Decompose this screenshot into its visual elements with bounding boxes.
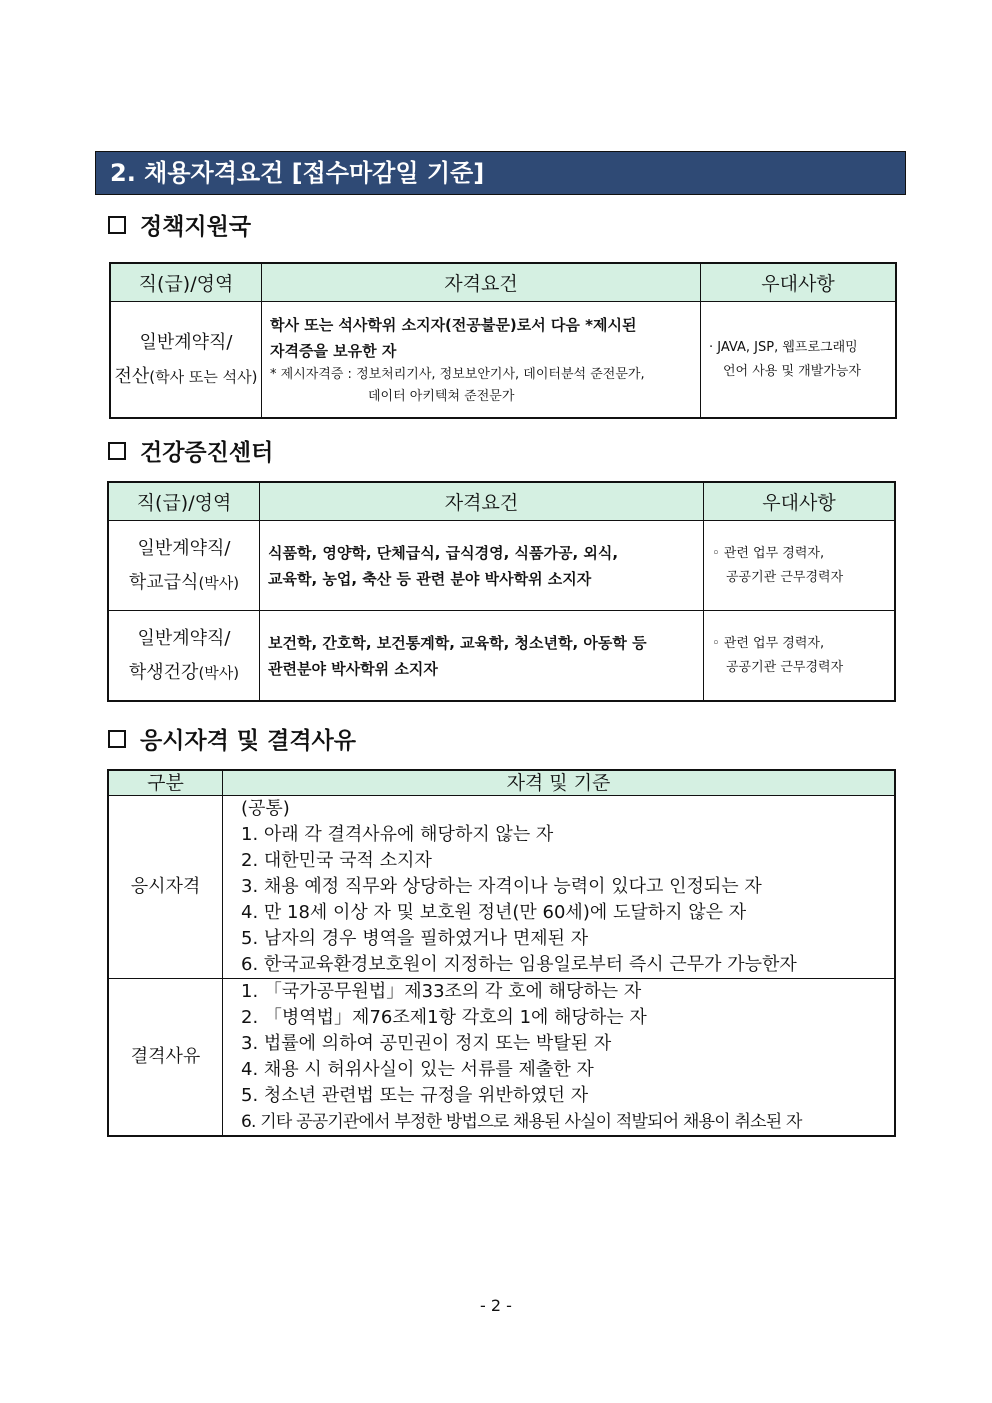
criteria-line: 3. 채용 예정 직무와 상당하는 자격이나 능력이 있다고 인정되는 자	[241, 876, 762, 897]
table-row	[109, 796, 895, 979]
category-line: 일반계약직/	[139, 331, 233, 353]
checkbox-square-icon	[108, 730, 126, 748]
category-line	[109, 656, 259, 690]
preference-line: ◦ 관련 업무 경력자,	[712, 635, 825, 651]
requirement-line: 자격증을 보유한 자	[270, 341, 397, 360]
criteria-line: 1. 「국가공무원법」제33조의 각 호에 해당하는 자	[241, 981, 642, 1002]
requirement-line: 교육학, 농업, 축산 등 관련 분야 박사학위 소지자	[268, 569, 592, 588]
col-header-category: 직(급)/영역	[111, 264, 262, 302]
requirements-cell	[260, 521, 704, 611]
page-number: - 2 -	[480, 1296, 512, 1315]
policy-table	[110, 263, 896, 418]
preference-line: · JAVA, JSP, 웹프로그래밍	[709, 339, 858, 355]
table-row	[111, 302, 896, 418]
col-header-requirements: 자격요건	[262, 264, 701, 302]
category-cell	[111, 302, 262, 418]
division-cell: 결격사유	[109, 979, 223, 1136]
requirement-line: 관련분야 박사학위 소지자	[268, 659, 438, 678]
section-heading-eligibility	[108, 722, 356, 755]
category-line	[111, 360, 261, 394]
criteria-line: 5. 남자의 경우 병역을 필하였거나 면제된 자	[241, 928, 589, 949]
category-degree: (박사)	[198, 663, 240, 682]
col-header-criteria: 자격 및 기준	[223, 771, 895, 796]
criteria-cell	[223, 979, 895, 1136]
criteria-line: 6. 기타 공공기관에서 부정한 방법으로 채용된 사실이 적발되어 채용이 취소된 자	[241, 1112, 802, 1132]
section-banner: 2. 채용자격요건 [접수마감일 기준]	[95, 151, 906, 195]
preference-line: 공공기관 근무경력자	[726, 659, 844, 675]
category-line	[109, 566, 259, 600]
col-header-division: 구분	[109, 771, 223, 796]
table-row	[109, 521, 895, 611]
preference-cell	[704, 521, 895, 611]
category-name: 학생건강	[128, 661, 199, 683]
requirement-line: 보건학, 간호학, 보건통계학, 교육학, 청소년학, 아동학 등	[268, 633, 647, 652]
criteria-line: 1. 아래 각 결격사유에 해당하지 않는 자	[241, 824, 554, 845]
section-title: 정책지원국	[140, 213, 252, 240]
preference-line: ◦ 관련 업무 경력자,	[712, 545, 825, 561]
criteria-line: 2. 대한민국 국적 소지자	[241, 850, 432, 871]
requirements-cell	[260, 611, 704, 701]
category-degree: (박사)	[198, 573, 240, 592]
section-title: 건강증진센터	[140, 439, 274, 466]
checkbox-square-icon	[108, 442, 126, 460]
certificate-note: 데이터 아키텍쳐 준전문가	[368, 388, 515, 404]
eligibility-table	[108, 770, 895, 1136]
section-heading-policy	[108, 208, 251, 241]
checkbox-square-icon	[108, 216, 126, 234]
table-row	[109, 611, 895, 701]
category-line: 일반계약직/	[137, 627, 231, 649]
criteria-cell	[223, 796, 895, 979]
requirement-line: 학사 또는 석사학위 소지자(전공불문)로서 다음 *제시된	[270, 315, 637, 334]
criteria-line: 6. 한국교육환경보호원이 지정하는 임용일로부터 즉시 근무가 가능한자	[241, 954, 797, 975]
category-name: 전산	[114, 365, 150, 387]
requirement-line: 식품학, 영양학, 단체급식, 급식경영, 식품가공, 외식,	[268, 543, 619, 562]
criteria-line: 4. 만 18세 이상 자 및 보호원 정년(만 60세)에 도달하지 않은 자	[241, 902, 747, 923]
preference-cell	[701, 302, 896, 418]
category-name: 학교급식	[128, 571, 199, 593]
preference-line: 언어 사용 및 개발가능자	[723, 363, 861, 379]
col-header-preference: 우대사항	[704, 483, 895, 521]
requirements-cell	[262, 302, 701, 418]
criteria-line: 4. 채용 시 허위사실이 있는 서류를 제출한 자	[241, 1059, 594, 1080]
criteria-line: 5. 청소년 관련법 또는 규정을 위반하였던 자	[241, 1085, 589, 1106]
preference-line: 공공기관 근무경력자	[726, 569, 844, 585]
col-header-preference: 우대사항	[701, 264, 896, 302]
criteria-line: 2. 「병역법」제76조제1항 각호의 1에 해당하는 자	[241, 1007, 647, 1028]
category-cell	[109, 521, 260, 611]
section-title: 응시자격 및 결격사유	[140, 727, 356, 754]
section-heading-health	[108, 434, 273, 467]
col-header-category: 직(급)/영역	[109, 483, 260, 521]
certificate-note: * 제시자격증 : 정보처리기사, 정보보안기사, 데이터분석 준전문가,	[270, 366, 645, 382]
col-header-requirements: 자격요건	[260, 483, 704, 521]
health-table	[108, 482, 895, 701]
criteria-line: 3. 법률에 의하여 공민권이 정지 또는 박탈된 자	[241, 1033, 612, 1054]
category-line: 일반계약직/	[137, 537, 231, 559]
division-cell: 응시자격	[109, 796, 223, 979]
criteria-line: (공통)	[241, 798, 290, 819]
table-row	[109, 979, 895, 1136]
preference-cell	[704, 611, 895, 701]
category-degree: (학사 또는 석사)	[149, 367, 258, 386]
category-cell	[109, 611, 260, 701]
